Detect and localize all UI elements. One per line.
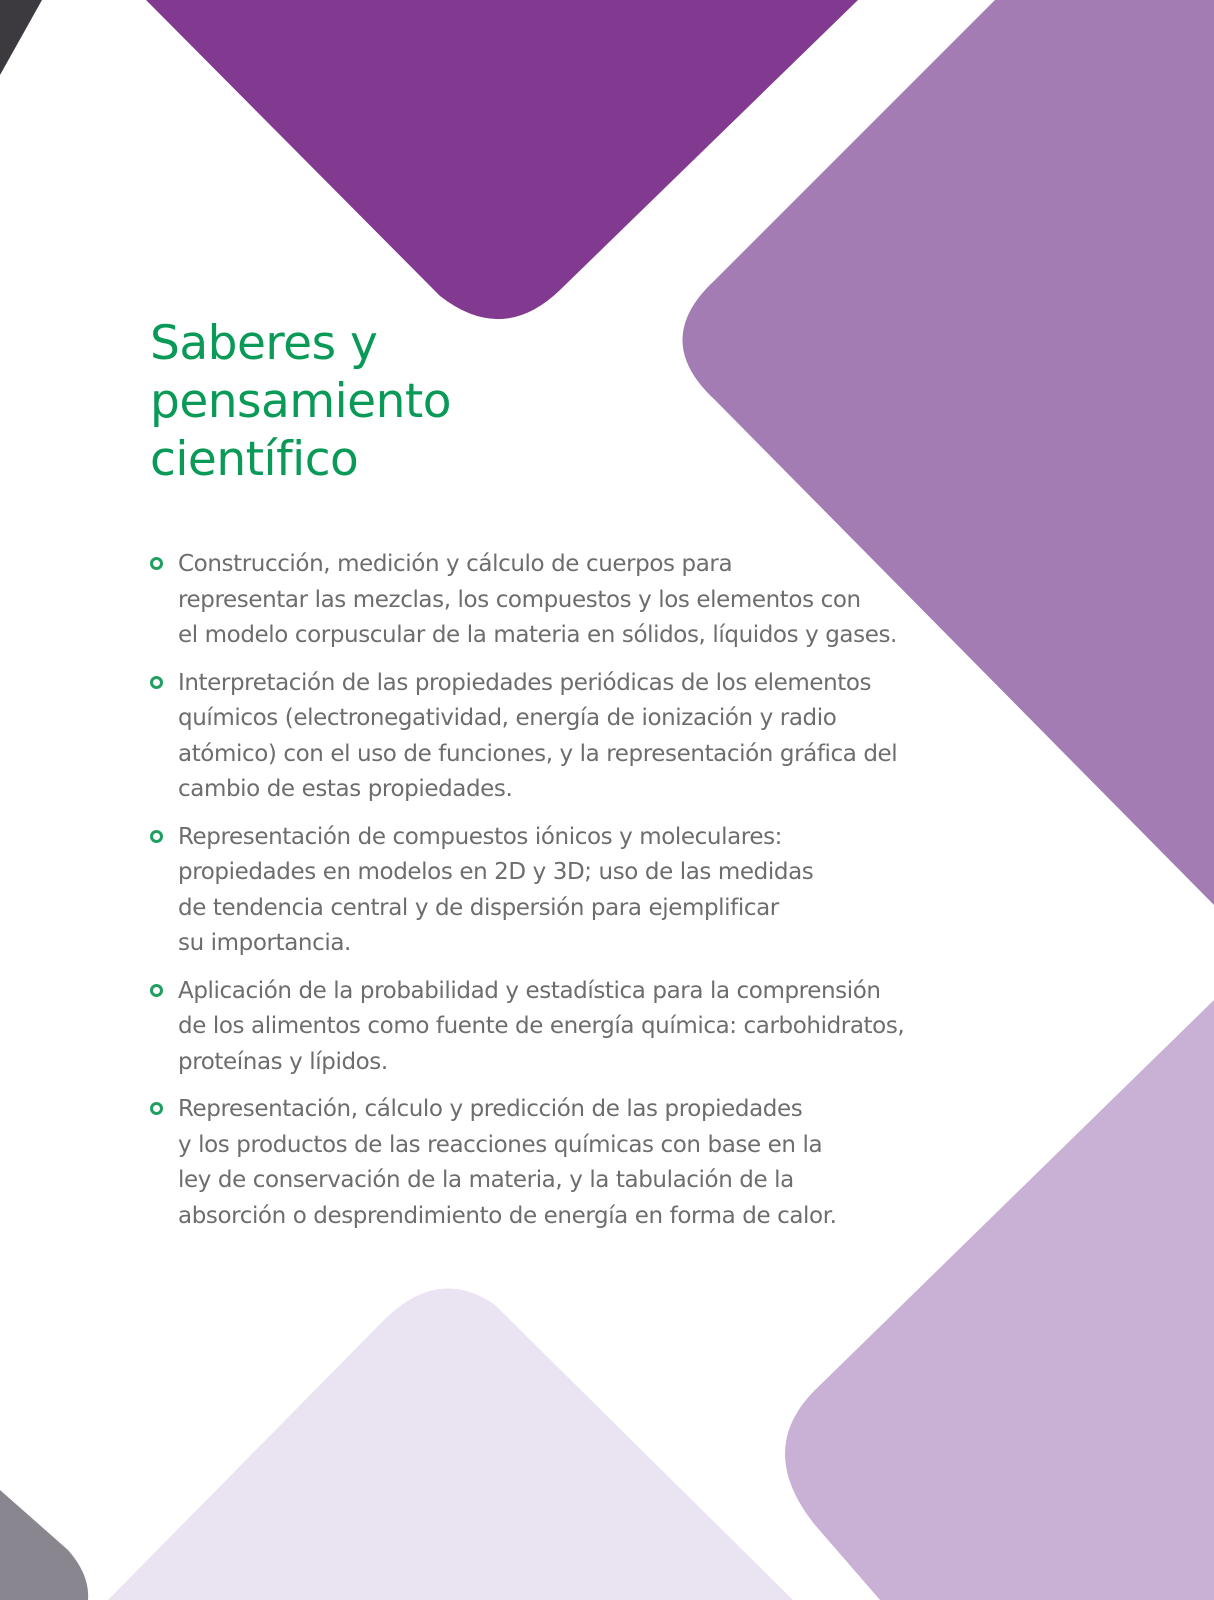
list-item-line: cambio de estas propiedades. — [178, 776, 513, 802]
list-item-line: Representación de compuestos iónicos y moleculares: — [178, 823, 783, 850]
list-item-line: propiedades en modelos en 2D y 3D; uso de las medidas — [178, 859, 814, 885]
bullet-icon — [150, 830, 163, 843]
list-item-line: químicos (electronegatividad, energía de ionización y radio — [178, 705, 837, 731]
list-item — [150, 666, 940, 808]
title-line: Saberes y — [150, 316, 378, 371]
bullet-icon — [150, 557, 163, 570]
list-item-line: Construcción, medición y cálculo de cuerpos para — [178, 551, 733, 577]
list-item — [150, 974, 940, 1081]
list-item-line: proteínas y lípidos. — [178, 1048, 388, 1075]
content-panel — [150, 315, 940, 1246]
title-line: científico — [150, 432, 359, 487]
list-item-line: y los productos de las reacciones químicas con base en la — [178, 1131, 823, 1158]
list-item-line: su importancia. — [178, 930, 351, 956]
diamond-shape-bottom-center — [108, 1289, 793, 1600]
list-item-line: Interpretación de las propiedades periódicas de los elementos — [178, 669, 872, 696]
list-item — [150, 547, 940, 654]
bullet-icon — [150, 676, 163, 689]
bullet-icon — [150, 1102, 163, 1115]
photo-fragment-top-left — [0, 0, 42, 75]
list-item — [150, 820, 940, 962]
list-item-line: de los alimentos como fuente de energía química: carbohidratos, — [178, 1013, 905, 1039]
list-item-line: absorción o desprendimiento de energía en forma de calor. — [178, 1202, 837, 1229]
topic-list — [150, 547, 940, 1234]
list-item-line: Aplicación de la probabilidad y estadística para la comprensión — [178, 977, 881, 1004]
page-title — [150, 315, 470, 489]
list-item-line: atómico) con el uso de funciones, y la representación gráfica del — [178, 740, 898, 767]
list-item-line: representar las mezclas, los compuestos y los elementos con — [178, 586, 861, 613]
bullet-icon — [150, 984, 163, 997]
gray-shape-bottom-left — [0, 1490, 88, 1600]
list-item-line: de tendencia central y de dispersión para ejemplificar — [178, 894, 779, 921]
list-item-line: el modelo corpuscular de la materia en sólidos, líquidos y gases. — [178, 622, 897, 648]
list-item-line: ley de conservación de la materia, y la tabulación de la — [178, 1167, 794, 1193]
title-line: pensamiento — [150, 374, 452, 429]
list-item-line: Representación, cálculo y predicción de las propiedades — [178, 1096, 803, 1122]
list-item — [150, 1092, 940, 1234]
